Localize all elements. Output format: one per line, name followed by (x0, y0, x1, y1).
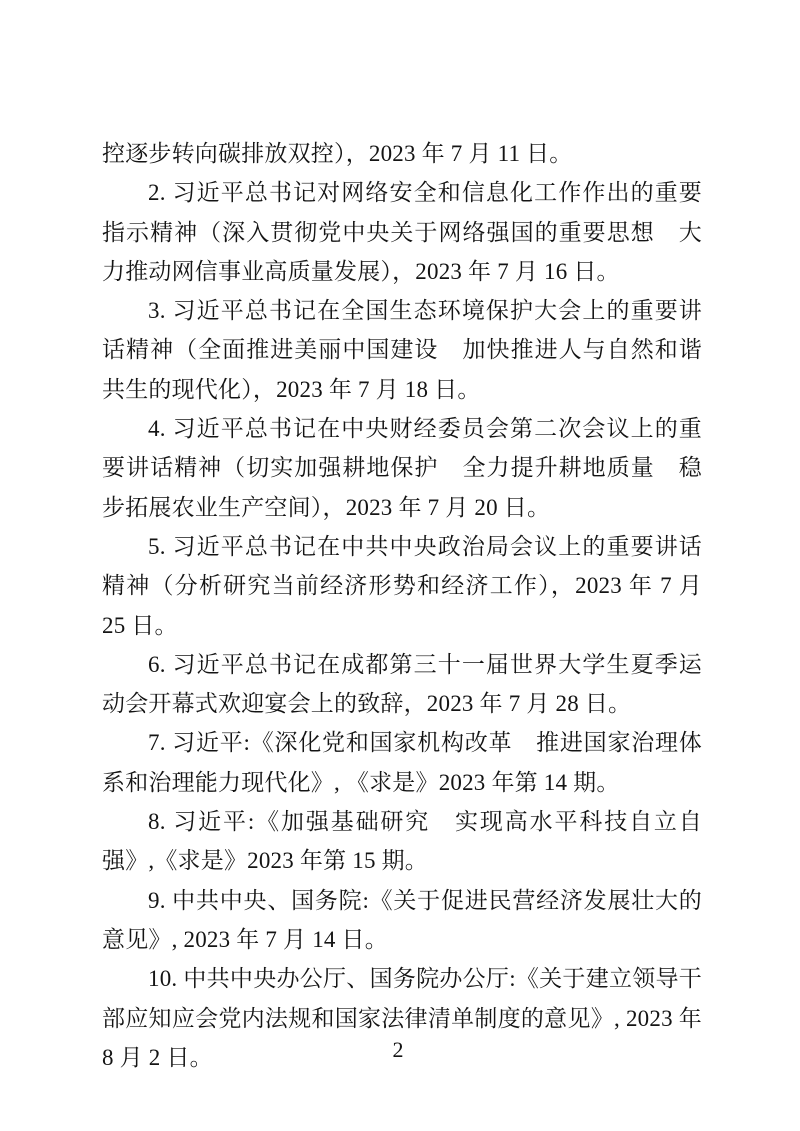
paragraph-item-2: 2. 习近平总书记对网络安全和信息化工作作出的重要指示精神（深入贯彻党中央关于网络强国的重要思想 大力推动网信事业高质量发展），2023 年 7 月 16 日。 (102, 180, 702, 284)
paragraph-item-3: 3. 习近平总书记在全国生态环境保护大会上的重要讲话精神（全面推进美丽中国建设 加快推进人与自然和谐共生的现代化），2023 年 7 月 18 日。 (102, 298, 702, 402)
page-number: 2 (392, 1037, 404, 1062)
paragraph-item-8: 8. 习近平:《加强基础研究 实现高水平科技自立自强》,《求是》2023 年第 15 期。 (102, 809, 702, 874)
document-body (102, 134, 702, 1077)
paragraph-item-7: 7. 习近平:《深化党和国家机构改革 推进国家治理体系和治理能力现代化》, 《求是》2023 年第 14 期。 (102, 730, 702, 795)
paragraph-item-4: 4. 习近平总书记在中央财经委员会第二次会议上的重要讲话精神（切实加强耕地保护 全力提升耕地质量 稳步拓展农业生产空间），2023 年 7 月 20 日。 (102, 416, 702, 520)
paragraph-item-6: 6. 习近平总书记在成都第三十一届世界大学生夏季运动会开幕式欢迎宴会上的致辞，2023 年 7 月 28 日。 (102, 651, 702, 717)
paragraph-item-9: 9. 中共中央、国务院:《关于促进民营经济发展壮大的意见》, 2023 年 7 月 14 日。 (102, 887, 702, 952)
paragraph-item-1-continuation: 控逐步转向碳排放双控），2023 年 7 月 11 日。 (102, 141, 573, 166)
paragraph-item-5: 5. 习近平总书记在中共中央政治局会议上的重要讲话精神（分析研究当前经济形势和经济工作），2023 年 7 月 25 日。 (102, 533, 702, 638)
paragraph-item-10: 10. 中共中央办公厅、国务院办公厅:《关于建立领导干部应知应会党内法规和国家法律清单制度的意见》, 2023 年 8 月 2 日。 (102, 966, 702, 1070)
